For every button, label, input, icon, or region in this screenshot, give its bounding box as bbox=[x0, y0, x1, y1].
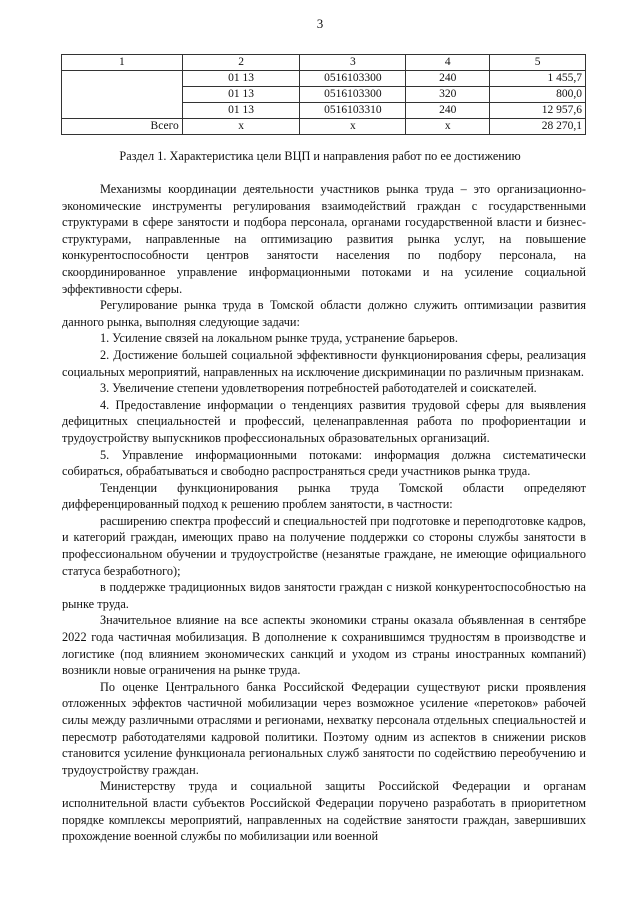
paragraph: Механизмы координации деятельности участников рынка труда – это организационно-экономические инструменты регулирования взаимодействий граждан с государственными структурами в сфере занятости и подбора персонала, органами государственной власти и бизнес-структурами, направленные на оптимизацию развития рынка услуг, на повышение конкурентоспособности центров занятости населения по подбору персонала, на скоординированное управление информационными потоками и на усиление социальной эффективности сферы. bbox=[62, 182, 586, 296]
paragraph: в поддержке традиционных видов занятости граждан с низкой конкурентоспособностью на рынке труда. bbox=[62, 580, 586, 611]
table-cell: 1 455,7 bbox=[490, 71, 586, 87]
paragraph: 1. Усиление связей на локальном рынке труда, устранение барьеров. bbox=[100, 331, 458, 346]
table-cell: 240 bbox=[406, 103, 490, 119]
table-cell: 0516103310 bbox=[300, 103, 406, 119]
table-header-cell: 1 bbox=[62, 55, 183, 71]
table-cell bbox=[62, 87, 183, 103]
table-cell: 01 13 bbox=[182, 87, 300, 103]
table-cell: 800,0 bbox=[490, 87, 586, 103]
table-cell: 01 13 bbox=[182, 71, 300, 87]
paragraph: 3. Увеличение степени удовлетворения потребностей работодателей и соискателей. bbox=[100, 381, 537, 396]
body-text bbox=[62, 181, 586, 845]
table-cell: 320 bbox=[406, 87, 490, 103]
table-row bbox=[62, 71, 586, 87]
table-total-label: Всего bbox=[62, 119, 183, 135]
page-number: 3 bbox=[316, 16, 324, 31]
paragraph: 2. Достижение большей социальной эффективности функционирования сферы, реализация социальных мероприятий, направленных на исключение дискриминации по различным признакам. bbox=[62, 347, 586, 379]
table-header-row bbox=[62, 55, 586, 71]
table-cell: 01 13 bbox=[182, 103, 300, 119]
table-header-cell: 3 bbox=[300, 55, 406, 71]
paragraph: 4. Предоставление информации о тенденциях развития трудовой сферы для выявления дефицитных специальностей и профессий, целенаправленная работа по профориентации и трудоустройству выпускников профессиональных образовательных организаций. bbox=[62, 397, 586, 445]
table-header-cell: 2 bbox=[182, 55, 300, 71]
table-header-cell: 5 bbox=[490, 55, 586, 71]
table-cell: x bbox=[182, 119, 300, 135]
paragraph: Регулирование рынка труда в Томской области должно служить оптимизации развития данного рынка, выполняя следующие задачи: bbox=[62, 298, 586, 329]
table-cell: 0516103300 bbox=[300, 87, 406, 103]
table-header-cell: 4 bbox=[406, 55, 490, 71]
paragraph: 5. Управление информационными потоками: информация должна систематически собираться, обрабатываться и свободно распространяться среди участников рынка труда. bbox=[62, 447, 586, 479]
table-cell: 0516103300 bbox=[300, 71, 406, 87]
paragraph: Тенденции функционирования рынка труда Томской области определяют дифференцированный подход к решению проблем занятости, в частности: bbox=[62, 480, 586, 512]
table-cell: x bbox=[406, 119, 490, 135]
table-cell: x bbox=[300, 119, 406, 135]
table-cell: 240 bbox=[406, 71, 490, 87]
table-cell bbox=[62, 103, 183, 119]
table-cell: 12 957,6 bbox=[490, 103, 586, 119]
paragraph: Министерству труда и социальной защиты Российской Федерации и органам исполнительной власти субъектов Российской Федерации поручено разработать в приоритетном порядке комплексы мероприятий, направленных на содействие занятости граждан, завершивших прохождение военной службы по мобилизации или военной bbox=[62, 779, 586, 844]
paragraph: расширению спектра профессий и специальностей при подготовке и переподготовке кадров, и категорий граждан, имеющих право на получение поддержки со стороны службы занятости в профессиональном обучении и трудоустройстве (незанятые граждане, не имеющие официального статуса безработного); bbox=[62, 513, 586, 578]
budget-table bbox=[61, 54, 586, 135]
table-row bbox=[62, 87, 586, 103]
paragraph: Значительное влияние на все аспекты экономики страны оказала объявленная в сентябре 2022 года частичная мобилизация. В дополнение к сохранившимся трудностям в производстве и логистике (под влиянием экономических санкций и уходом из страны иностранных компаний) возникли новые ограничения на рынке труда. bbox=[62, 613, 586, 678]
section-title: Раздел 1. Характеристика цели ВЦП и направления работ по ее достижению bbox=[119, 149, 521, 163]
table-row bbox=[62, 103, 586, 119]
paragraph: По оценке Центрального банка Российской Федерации существуют риски проявления отложенных эффектов частичной мобилизации через возможное усиление «перетоков» рабочей силы между различными отраслями и регионами, нехватку персонала отдельных специальностей и пересмотр работодателями кадровой политики. Поэтому одним из аспектов в снижении рисков становится усиление функционала региональных служб занятости по содействию переобучению и трудоустройству граждан. bbox=[62, 679, 586, 777]
table-total-row bbox=[62, 119, 586, 135]
table-total-value: 28 270,1 bbox=[490, 119, 586, 135]
table-cell bbox=[62, 71, 183, 87]
